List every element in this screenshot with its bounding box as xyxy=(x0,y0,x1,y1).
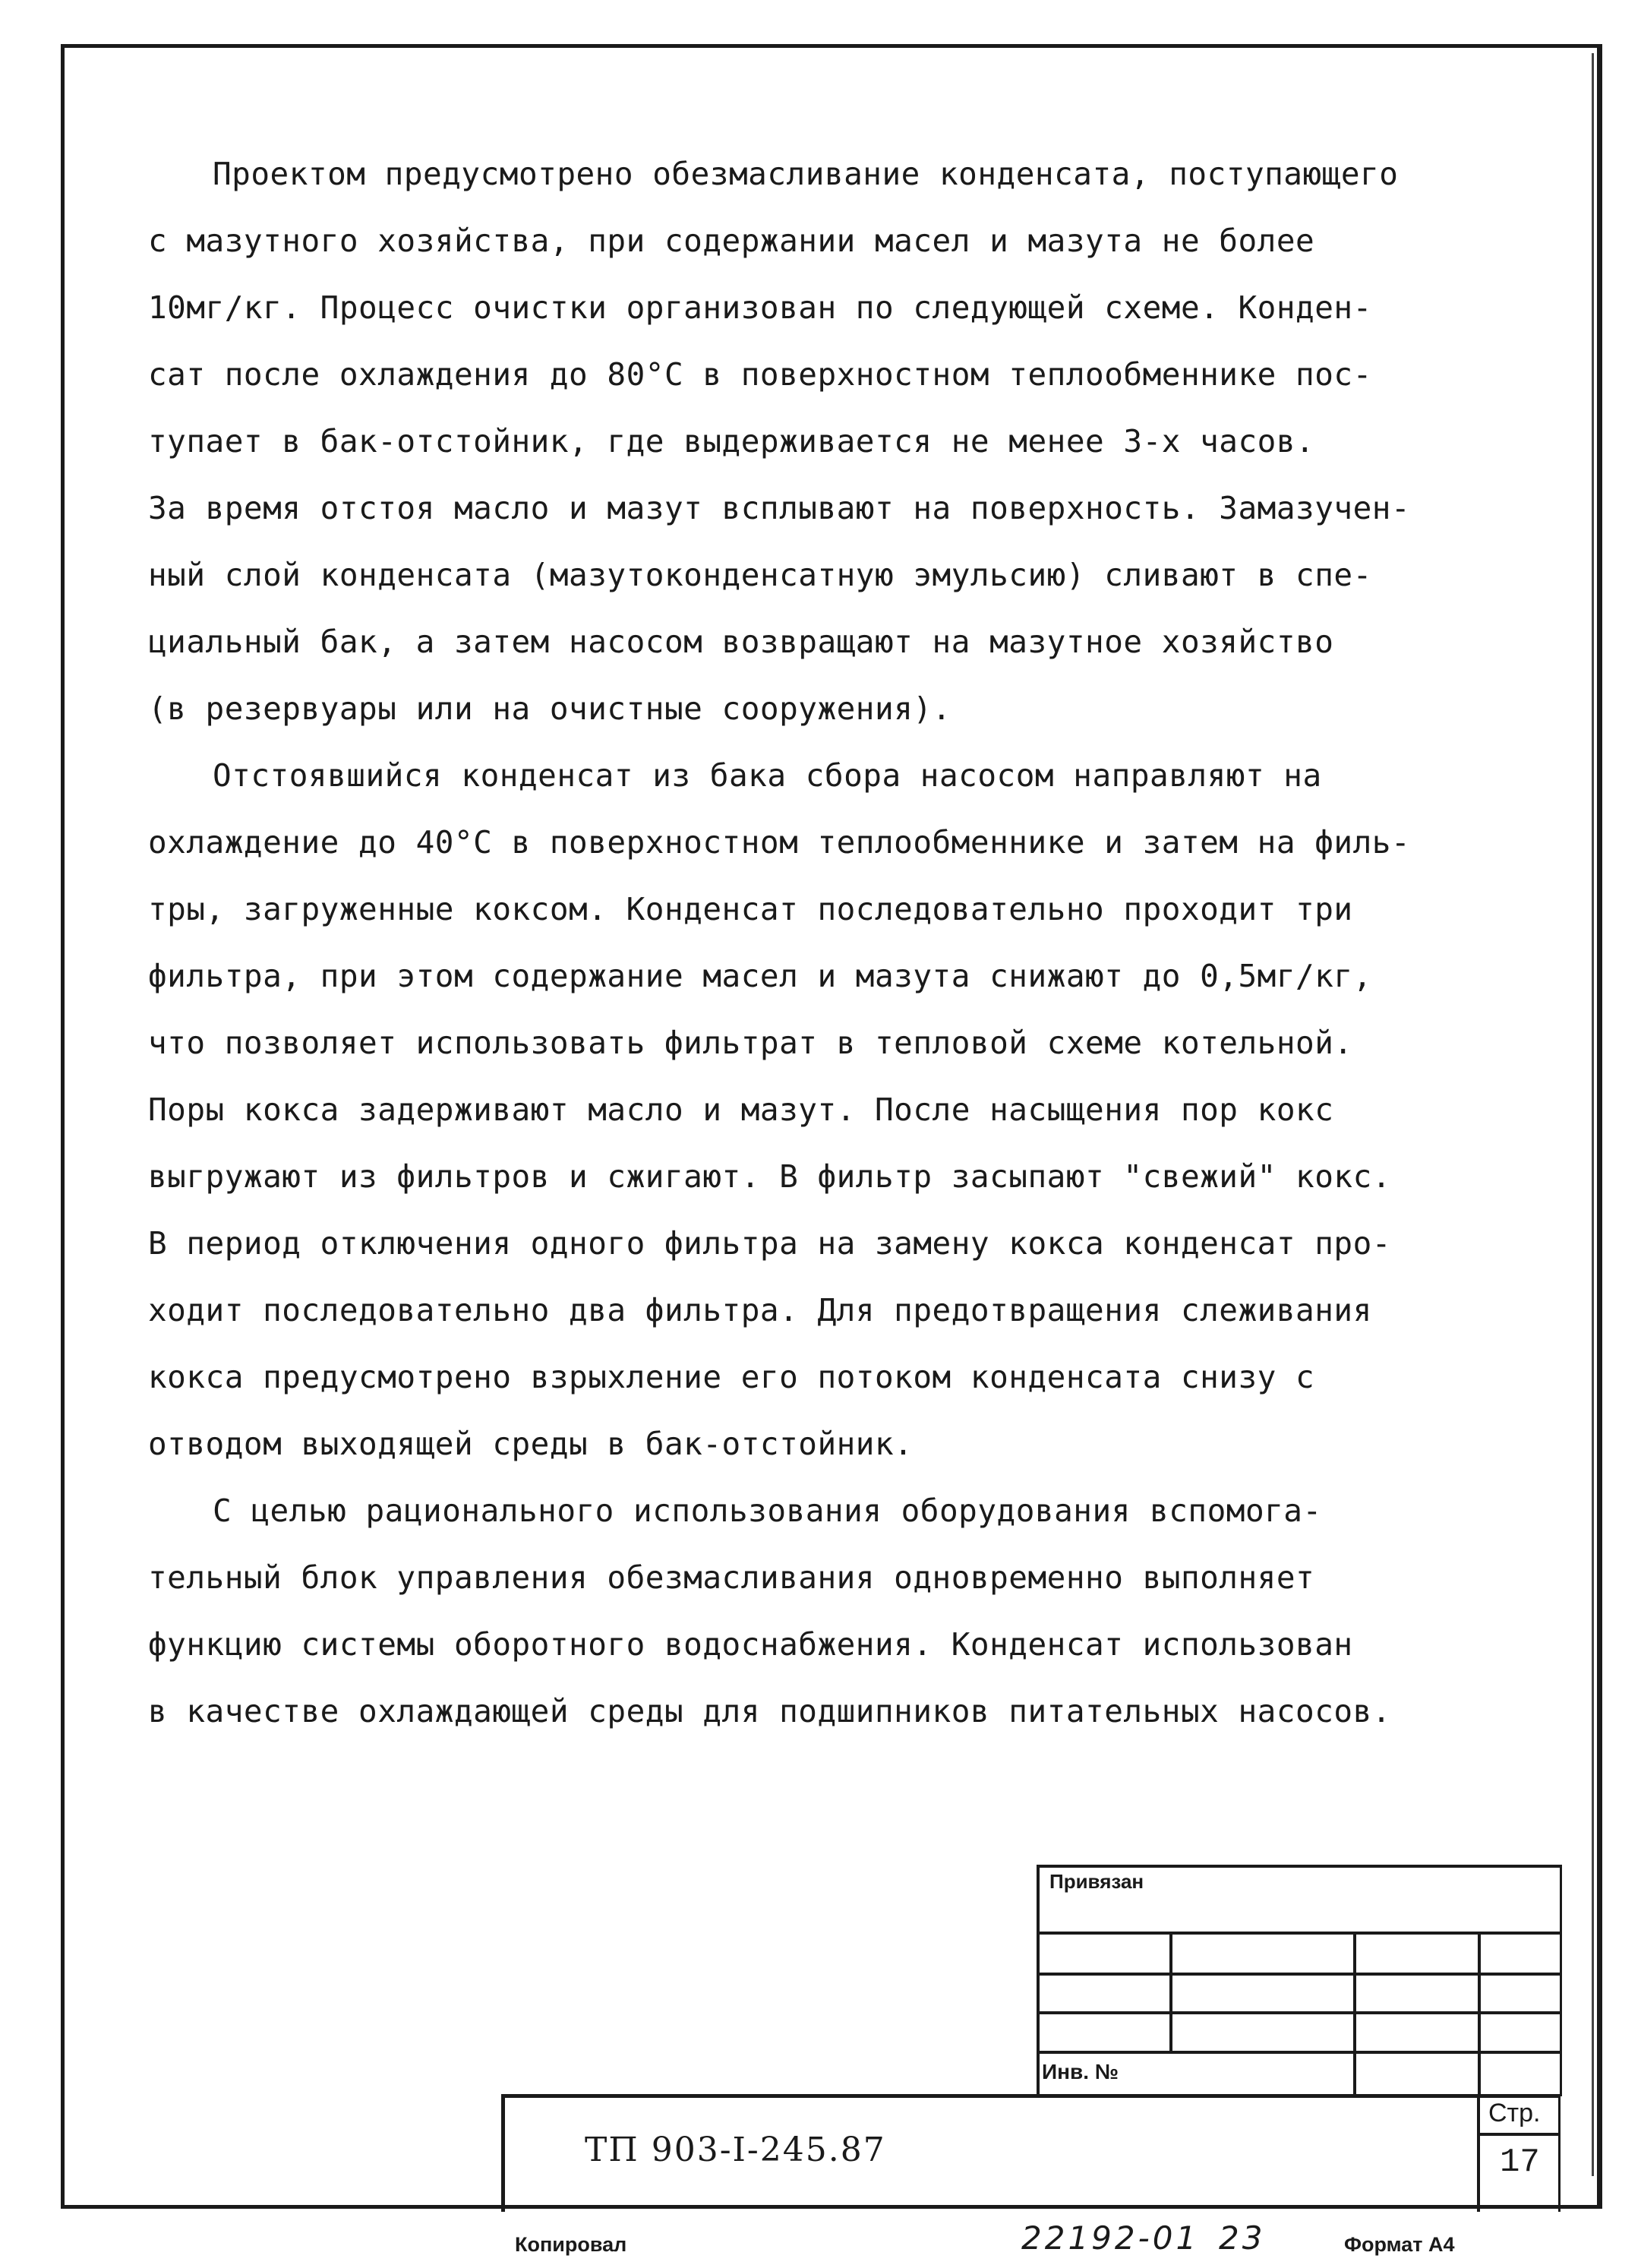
text-line: 10мг/кг. Процесс очистки организован по следующей схеме. Конден- xyxy=(148,289,1372,326)
text-line: что позволяет использовать фильтрат в тепловой схеме котельной. xyxy=(148,1025,1353,1061)
document-body xyxy=(148,141,1561,1745)
text-line: За время отстоя масло и мазут всплывают на поверхность. Замазучен- xyxy=(148,490,1411,526)
text-line: ный слой конденсата (мазутоконденсатную эмульсию) сливают в спе- xyxy=(148,557,1372,593)
text-line: охлаждение до 40°С в поверхностном теплообменнике и затем на филь- xyxy=(148,824,1411,861)
text-line: фильтра, при этом содержание масел и мазута снижают до 0,5мг/кг, xyxy=(148,958,1372,994)
text-line: выгружают из фильтров и сжигают. В фильтр засыпают "свежий" кокс. xyxy=(148,1158,1391,1195)
copied-by-label: Копировал xyxy=(515,2233,627,2256)
order-number: 22192-01 xyxy=(1021,2219,1200,2257)
text-line: Поры кокса задерживают масло и мазут. После насыщения пор кокс xyxy=(148,1091,1334,1128)
table-rule xyxy=(1477,2094,1480,2212)
table-rule xyxy=(1037,1973,1562,1976)
table-rule xyxy=(1353,1932,1356,2094)
text-line: функцию системы оборотного водоснабжения. Конденсат использован xyxy=(148,1626,1353,1663)
text-line: тупает в бак-отстойник, где выдерживается не менее 3-х часов. xyxy=(148,423,1315,460)
sheet-number: 23 xyxy=(1219,2219,1266,2257)
page-label: Стр. xyxy=(1488,2099,1541,2127)
inventory-number-label: Инв. № xyxy=(1042,2060,1119,2083)
text-line: кокса предусмотрено взрыхление его потоком конденсата снизу с xyxy=(148,1359,1315,1395)
table-rule xyxy=(1169,1932,1172,2051)
text-line: тры, загруженные коксом. Конденсат последовательно проходит три xyxy=(148,891,1353,927)
text-line: (в резервуары или на очистные сооружения). xyxy=(148,690,951,727)
text-line: отводом выходящей среды в бак-отстойник. xyxy=(148,1426,914,1462)
table-rule xyxy=(1478,1932,1481,2094)
text-line: С целью рационального использования оборудования вспомога- xyxy=(213,1493,1322,1529)
text-line: с мазутного хозяйства, при содержании масел и мазута не более xyxy=(148,223,1315,259)
paragraph-1 xyxy=(148,141,1561,742)
text-line: Проектом предусмотрено обезмасливание конденсата, поступающего xyxy=(213,156,1399,192)
format-label: Формат А4 xyxy=(1344,2233,1455,2256)
document-code: ТП 903-I-245.87 xyxy=(585,2131,886,2169)
text-line: В период отключения одного фильтра на замену кокса конденсат про- xyxy=(148,1225,1391,1262)
paragraph-3 xyxy=(148,1477,1561,1745)
text-line: в качестве охлаждающей среды для подшипников питательных насосов. xyxy=(148,1693,1391,1729)
text-line: тельный блок управления обезмасливания одновременно выполняет xyxy=(148,1559,1315,1596)
text-line: циальный бак, а затем насосом возвращают на мазутное хозяйство xyxy=(148,624,1334,660)
table-rule xyxy=(1037,1932,1562,1935)
text-line: Отстоявшийся конденсат из бака сбора насосом направляют на xyxy=(213,757,1322,794)
bound-label: Привязан xyxy=(1049,1870,1144,1893)
page-number: 17 xyxy=(1500,2143,1540,2181)
table-rule xyxy=(1037,2051,1562,2054)
table-rule xyxy=(1477,2133,1561,2136)
table-rule xyxy=(1037,2011,1562,2014)
text-line: ходит последовательно два фильтра. Для предотвращения слеживания xyxy=(148,1292,1372,1328)
text-line: сат после охлаждения до 80°С в поверхностном теплообменнике пос- xyxy=(148,356,1372,393)
frame-edge-line xyxy=(1592,53,1594,2176)
paragraph-2 xyxy=(148,742,1561,1477)
